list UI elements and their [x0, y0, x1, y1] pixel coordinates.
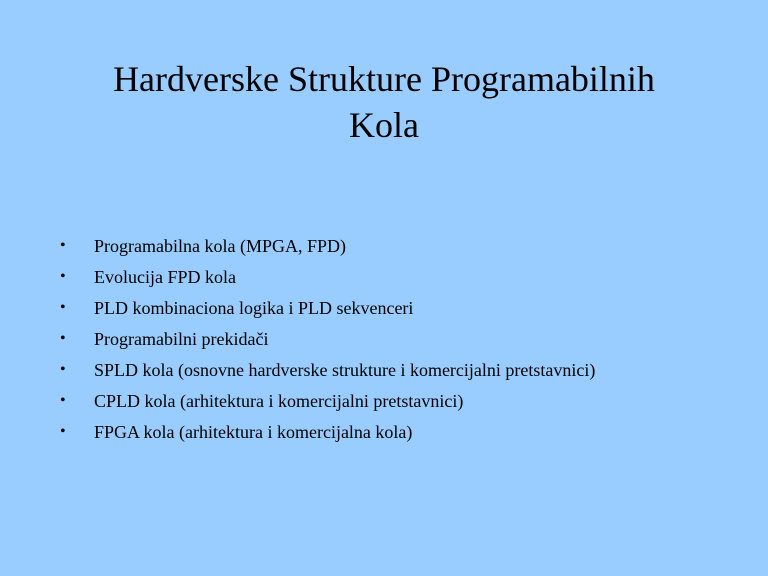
bullet-list: [60, 232, 740, 449]
bullet-icon: •: [60, 361, 66, 378]
bullet-text: SPLD kola (osnovne hardverske strukture i komercijalni pretstavnici): [94, 360, 596, 380]
bullet-icon: •: [60, 423, 66, 440]
bullet-item: [60, 232, 740, 263]
bullet-item: [60, 325, 740, 356]
bullet-item: [60, 294, 740, 325]
slide-title-line-2: Kola: [349, 105, 419, 145]
slide-title-line-1: Hardverske Strukture Programabilnih: [113, 59, 655, 99]
slide-title: [60, 56, 708, 148]
bullet-item: [60, 356, 740, 387]
bullet-text: Programabilna kola (MPGA, FPD): [94, 236, 346, 256]
bullet-item: [60, 418, 740, 449]
bullet-text: FPGA kola (arhitektura i komercijalna kola): [94, 422, 413, 442]
bullet-text: PLD kombinaciona logika i PLD sekvenceri: [94, 298, 414, 318]
bullet-icon: •: [60, 392, 66, 409]
bullet-item: [60, 387, 740, 418]
bullet-icon: •: [60, 237, 66, 254]
bullet-text: CPLD kola (arhitektura i komercijalni pretstavnici): [94, 391, 464, 411]
bullet-text: Evolucija FPD kola: [94, 267, 236, 287]
bullet-icon: •: [60, 330, 66, 347]
bullet-item: [60, 263, 740, 294]
bullet-text: Programabilni prekidači: [94, 329, 269, 349]
bullet-icon: •: [60, 299, 66, 316]
bullet-icon: •: [60, 268, 66, 285]
